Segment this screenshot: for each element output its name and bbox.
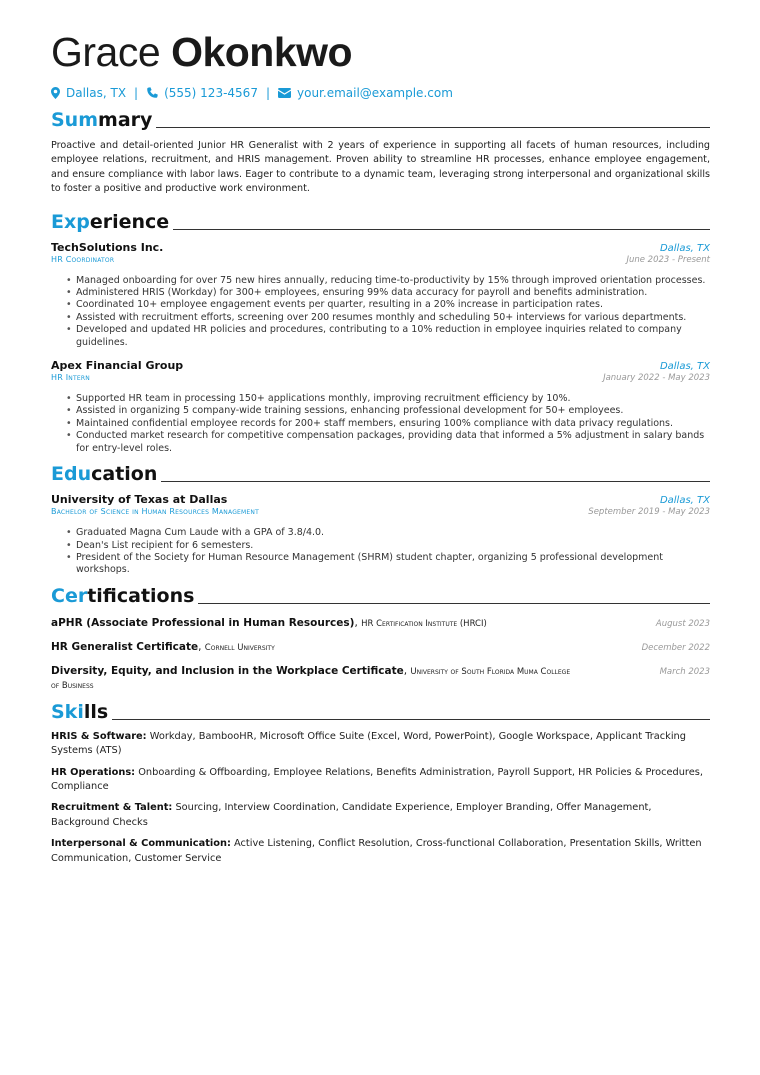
certification-name: aPHR (Associate Professional in Human Resources) bbox=[51, 616, 355, 629]
skill-label: Recruitment & Talent: bbox=[51, 802, 173, 814]
skill-label: HR Operations: bbox=[51, 766, 136, 778]
section-title-accent: Ski bbox=[51, 700, 84, 723]
list-item: • Dean's List recipient for 6 semesters. bbox=[76, 540, 710, 552]
summary-heading bbox=[51, 109, 710, 131]
certification-date: March 2023 bbox=[659, 666, 710, 677]
list-item: • Managed onboarding for over 75 new hires annually, reducing time-to-productivity by 15% through improved orientation processes. bbox=[76, 275, 710, 287]
certification-item: aPHR (Associate Professional in Human Resources), HR Certification Institute (HRCI) August 2023 bbox=[51, 616, 710, 629]
envelope-icon bbox=[278, 88, 291, 98]
section-title bbox=[51, 701, 108, 723]
certification-date: December 2022 bbox=[641, 642, 710, 653]
employer-location: Dallas, TX bbox=[659, 242, 710, 254]
section-title-rest: erience bbox=[89, 210, 170, 233]
skill-group bbox=[51, 801, 710, 830]
job-title: HR Coordinator bbox=[51, 254, 115, 264]
list-item: • Developed and updated HR policies and procedures, contributing to a 10% reduction in employee inquiries related to company guidelines. bbox=[76, 324, 710, 349]
map-marker-icon bbox=[51, 87, 60, 99]
section-title-accent: Edu bbox=[51, 463, 92, 486]
certification-issuer: Cornell University bbox=[204, 642, 275, 653]
skill-group bbox=[51, 837, 710, 866]
certification-item: HR Generalist Certificate, Cornell University December 2022 bbox=[51, 640, 710, 653]
skill-text: Active Listening, Conflict Resolution, Cross-functional Collaboration, Presentation Skills, Written Communication, Customer Service bbox=[51, 838, 702, 864]
first-name: Grace bbox=[51, 29, 161, 75]
section-title-rest: mary bbox=[98, 109, 153, 131]
list-item: • Graduated Magna Cum Laude with a GPA of 3.8/4.0. bbox=[76, 527, 710, 539]
bullet-list bbox=[51, 393, 710, 455]
candidate-name bbox=[51, 28, 710, 76]
skill-label: Interpersonal & Communication: bbox=[51, 838, 231, 850]
section-title-rest: lls bbox=[83, 700, 109, 723]
contact-email[interactable]: your.email@example.com bbox=[297, 86, 453, 100]
summary-text: Proactive and detail-oriented Junior HR Generalist with 2 years of experience in supporting all facets of human resources, including employee relations, recruitment, and HRIS management. Proven ability to streamline HR processes, enhance employee engagement, and ensure compliance with labor laws. Eager to contribute to a dynamic team, leveraging strong interpersonal and organizational skills to foster a positive and productive work environment. bbox=[51, 140, 710, 195]
job-dates: January 2022 - May 2023 bbox=[603, 373, 710, 384]
bullet-list bbox=[51, 527, 710, 577]
section-title bbox=[51, 585, 194, 607]
certification-name: HR Generalist Certificate bbox=[51, 640, 199, 653]
skill-label: HRIS & Software: bbox=[51, 730, 147, 742]
skill-text: Onboarding & Offboarding, Employee Relations, Benefits Administration, Payroll Support, HR Policies & Procedures, Compliance bbox=[51, 766, 703, 792]
experience-entry bbox=[51, 359, 710, 455]
section-title bbox=[51, 109, 152, 131]
phone-icon bbox=[146, 87, 158, 99]
employer-name: Apex Financial Group bbox=[51, 359, 184, 373]
education-dates: September 2019 - May 2023 bbox=[588, 507, 710, 518]
list-item: • Conducted market research for competitive compensation packages, providing data that informed a 5% adjustment in salary bands for entry-level roles. bbox=[76, 430, 710, 455]
school-location: Dallas, TX bbox=[659, 495, 710, 507]
section-rule bbox=[173, 229, 710, 230]
employer-name: TechSolutions Inc. bbox=[51, 240, 164, 254]
last-name: Okonkwo bbox=[171, 29, 353, 75]
certification-item: Diversity, Equity, and Inclusion in the Workplace Certificate, University of South Florida Muma College of Business March 2023 bbox=[51, 664, 710, 691]
certification-name: Diversity, Equity, and Inclusion in the Workplace Certificate bbox=[51, 664, 404, 677]
list-item: • President of the Society for Human Resource Management (SHRM) student chapter, organizing 5 professional development workshops. bbox=[76, 552, 710, 577]
section-rule bbox=[156, 127, 710, 128]
experience-heading bbox=[51, 211, 710, 233]
education-entry bbox=[51, 493, 710, 577]
contact-separator: | bbox=[265, 86, 270, 100]
skill-group bbox=[51, 766, 710, 795]
contact-line bbox=[51, 85, 710, 101]
contact-phone[interactable]: (555) 123-4567 bbox=[164, 86, 258, 100]
section-rule bbox=[161, 481, 710, 482]
section-title-accent: Sum bbox=[51, 109, 99, 131]
contact-location: Dallas, TX bbox=[66, 86, 127, 100]
certifications-heading bbox=[51, 585, 710, 607]
list-item: • Coordinated 10+ employee engagement events per quarter, resulting in a 20% increase in participation rates. bbox=[76, 299, 710, 311]
section-title-rest: cation bbox=[91, 463, 158, 486]
section-title-rest: tifications bbox=[87, 584, 195, 607]
section-title bbox=[51, 211, 169, 233]
list-item: • Administered HRIS (Workday) for 300+ employees, ensuring 99% data accuracy for payroll and benefits administration. bbox=[76, 287, 710, 299]
list-item: • Supported HR team in processing 150+ applications monthly, improving recruitment efficiency by 10%. bbox=[76, 393, 710, 405]
skill-group bbox=[51, 730, 710, 759]
education-heading bbox=[51, 463, 710, 485]
list-item: • Assisted with recruitment efforts, screening over 200 resumes monthly and scheduling 50+ interviews for various departments. bbox=[76, 312, 710, 324]
list-item: • Maintained confidential employee records for 200+ staff members, ensuring 100% compliance with data privacy regulations. bbox=[76, 418, 710, 430]
certification-date: August 2023 bbox=[655, 618, 710, 629]
employer-location: Dallas, TX bbox=[659, 361, 710, 373]
skill-text: Sourcing, Interview Coordination, Candidate Experience, Employer Branding, Offer Management, Background Checks bbox=[51, 802, 652, 828]
section-title-accent: Cer bbox=[51, 584, 88, 607]
skills-heading bbox=[51, 701, 710, 723]
degree: Bachelor of Science in Human Resources Management bbox=[51, 507, 259, 517]
school-name: University of Texas at Dallas bbox=[51, 493, 228, 507]
skill-text: Workday, BambooHR, Microsoft Office Suite (Excel, Word, PowerPoint), Google Workspace, Applicant Tracking Systems (ATS) bbox=[51, 730, 686, 757]
section-title bbox=[51, 463, 157, 485]
job-title: HR Intern bbox=[51, 373, 90, 383]
section-rule bbox=[112, 719, 710, 720]
job-dates: June 2023 - Present bbox=[626, 254, 710, 265]
contact-separator: | bbox=[134, 86, 139, 100]
section-title-accent: Exp bbox=[51, 210, 90, 233]
section-rule bbox=[198, 603, 710, 604]
bullet-list bbox=[51, 275, 710, 349]
certification-issuer: HR Certification Institute (HRCI) bbox=[361, 618, 487, 629]
experience-entry bbox=[51, 241, 710, 349]
list-item: • Assisted in organizing 5 company-wide training sessions, enhancing professional development for 50+ employees. bbox=[76, 405, 710, 417]
certification-issuer: University of South Florida Muma College of Business bbox=[51, 666, 571, 691]
